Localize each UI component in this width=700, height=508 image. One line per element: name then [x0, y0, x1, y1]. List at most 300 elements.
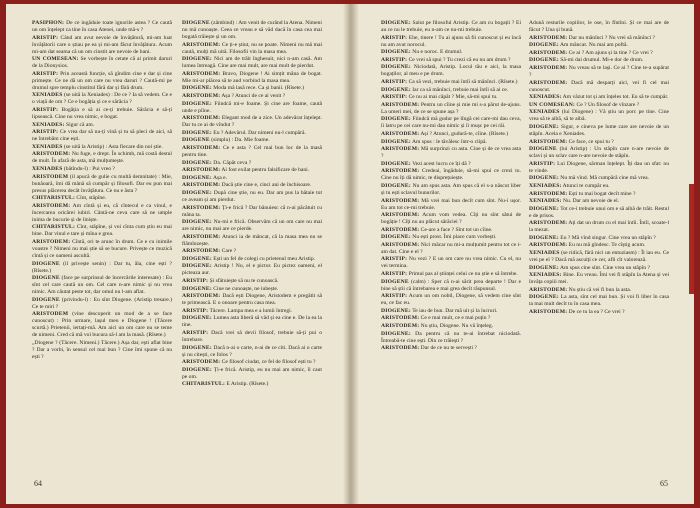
speaker-name: ARISTIP:: [32, 34, 59, 41]
dialogue-line: [529, 294, 669, 308]
speaker-name: DIOGENE:: [182, 174, 212, 181]
speaker-name: ARISTODEM:: [381, 197, 420, 204]
line-text: Ce e asta ? Cel mai bun loc de la masă pentru tine.: [182, 144, 322, 158]
dialogue-line: [381, 139, 521, 146]
line-text: Ce ți-e știut, nu se poate. Nimeni nu mă mai caută, mulți mă uită. Filosofii vin la masa mea.: [182, 41, 322, 55]
line-text: Se vorbește în cetate că ai primit daruri de la Dionysios.: [32, 56, 172, 70]
dialogue-line: [182, 286, 322, 293]
line-text: Nici am de trăit înghesuit, nici n-am casă. Am lumea întreagă. Cine are mai mult, are mai mult de pierdut.: [182, 56, 322, 70]
dialogue-line: [381, 293, 521, 307]
line-text: Adună resturile copiilor, le ose, în fîntîni. Și ce mai are de făcut ? Una și bună.: [529, 20, 669, 33]
speaker-name: XENIADES: [529, 250, 560, 257]
dialogue-line: [381, 242, 521, 256]
dialogue-line: [182, 205, 322, 219]
left-page: [6, 4, 349, 504]
speaker-name: ARISTODEM:: [182, 167, 221, 174]
line-text: Nu fuge, e drept. În schimb, mă costă destul de mult. În afară de asta, mă mulțumește.: [32, 151, 172, 165]
line-text: Pentru un cîine și mie mi s-a părut de-ajuns. La umeri mei, de ce se spune așa ?: [381, 101, 521, 115]
line-text: Mă surprinzi cu asta. Cine și de ce vrea asta ?: [381, 146, 521, 160]
dialogue-line: [381, 227, 521, 234]
line-text: Ești un fel de colegi cu prietenul meu Aristip.: [213, 255, 316, 262]
right-page: [351, 4, 694, 504]
dialogue-line: [381, 57, 521, 64]
speaker-name: DIOGENE:: [182, 315, 212, 322]
line-text: Cîntă, ori te arunc în drum. Ce e cu inimile voastre ? Nimeni nu mai știe să se bucure. Privește ce muzică cîntă și ce oameni ascultă.: [32, 238, 172, 259]
dialogue-line: [32, 203, 172, 224]
line-text: Ați dat un drum cu el mai întîi. Întîi, scoate-l la mezat.: [529, 220, 669, 234]
line-text: Eu nu mă gîndesc. Te cîștig acum.: [568, 242, 646, 249]
line-text: Am văzut tot și am înțeles tot. Eu să te cumpăr.: [562, 94, 669, 101]
line-text: Am cîntă și eu, că cîntecul e ca vinul, e încercarea oricărei iubiri. Cântă-ne ceva care să ne umple inima de bucurie și de liniște.: [32, 202, 172, 223]
line-text: Tot ce-i trebuie unui om e să aibă de trăit. Restul e de prisos.: [529, 205, 669, 219]
line-text: La asta, sînt cel mai bun. Și voi fi liber în casa ta mai mult decît tu în casa mea.: [529, 294, 669, 308]
speaker-name: DIOGENE:: [529, 123, 559, 130]
dialogue-line: [182, 145, 322, 159]
speaker-name: DIOGENE: [182, 20, 210, 26]
speaker-name: ARISTODEM:: [529, 286, 568, 293]
speaker-name: ARISTODEM:: [529, 309, 568, 316]
dialogue-line: [529, 161, 669, 175]
speaker-name: DIOGENE:: [381, 234, 411, 241]
line-text: Care ?: [221, 248, 237, 255]
dialogue-line: [182, 278, 322, 285]
line-text: Atunci ia de mâncat, că la masa mea nu se flămînzește.: [182, 233, 322, 247]
speaker-name: DIOGENE: [32, 296, 60, 303]
dialogue-line: [32, 56, 172, 70]
dialogue-line: [32, 166, 172, 173]
dialogue-line: [32, 340, 172, 361]
line-text: După cine știe, nu eu. Dar am pus la bătaie tot ce aveam și am pierdut.: [182, 189, 322, 203]
dialogue-line: [381, 271, 521, 278]
speaker-name: ARISTODEM:: [182, 115, 221, 122]
dialogue-line: [32, 35, 172, 56]
dialogue-line: [381, 256, 521, 270]
speaker-name: ARISTODEM:: [381, 226, 420, 233]
speaker-name: ARISTODEM:: [381, 315, 420, 322]
dialogue-line: [529, 265, 669, 272]
line-text: Credeai, îngăduie, să-mi spui ce crezi tu. Cine nu îți dă nimic, te disprețuiește.: [381, 168, 521, 182]
speaker-name: XENIADES: [32, 143, 63, 150]
line-text: Dar de ce nu te servești ?: [420, 345, 477, 352]
speaker-name: DIOGENE: [32, 275, 60, 282]
speaker-name: DIOGENE:: [529, 57, 559, 64]
line-text: Fiindcă mi-e foame. Și cine are foame, caută unde e pîine.: [182, 100, 322, 114]
left-page-column-1: [32, 20, 172, 460]
line-text: Ce face, ce spui tu ?: [568, 138, 614, 145]
speaker-name: DIOGENE: [381, 278, 409, 285]
speaker-name: DIOGENE:: [182, 129, 212, 136]
speaker-name: UN COMESEAN:: [529, 101, 576, 108]
line-text: (zâmbind) : Am venit de curând la Atena. Nimeni nu mă cunoaște. Ceea ce vreau e să văd dacă în casa cea mai bogată trăiește și un om.: [182, 20, 322, 40]
speaker-name: XENIADES: [32, 165, 63, 172]
line-text: Am spus cine sînt. Cine vrea un stăpîn ?: [559, 264, 650, 271]
dialogue-line: [381, 79, 521, 86]
dialogue-line: [32, 275, 172, 296]
dialogue-line: [182, 330, 322, 344]
line-text: Te iau de bun. Dar mă uit și la lucruri.: [412, 307, 498, 314]
line-text: Nu știu, Diogene. Nu vă înțeleg.: [420, 323, 494, 330]
dialogue-line: [381, 315, 521, 322]
speaker-name: ARISTODEM:: [529, 138, 568, 145]
dialogue-line: [182, 56, 322, 70]
line-text: Ce filosof ciudat, ce fel de filosof ești tu ?: [221, 359, 316, 366]
line-text: Acum un om nobil, Diogene, să vedem cine sînt eu, ce fac eu.: [381, 293, 521, 307]
line-text: Nu. Dar am nevoie de el.: [562, 198, 620, 205]
dialogue-line: [32, 129, 172, 143]
line-text: Dacă știe cine e, cinci ani de închisoare.: [221, 182, 312, 189]
dialogue-line: [182, 315, 322, 329]
dialogue-line: [381, 35, 521, 49]
dialogue-line: [381, 161, 521, 168]
line-text: Nu ești prost. Îmi place cum vorbești.: [412, 234, 497, 241]
line-text: Cine ne cunoaște, ne iubește.: [213, 285, 279, 292]
line-text: Nu e noroc. E drumul.: [412, 49, 463, 56]
line-text: Am spus : le tăvălesc într-o clipă.: [411, 138, 487, 145]
line-text: Ce e mai mult, ce e mai puțin ?: [420, 315, 491, 322]
speaker-name: ARISTIP:: [381, 94, 408, 101]
line-text: Atunci te cumpăr eu.: [562, 182, 610, 189]
speaker-name: DIOGENE:: [182, 56, 212, 63]
dialogue-line: [182, 256, 322, 263]
dialogue-line: [529, 250, 669, 264]
dialogue-line: [529, 191, 669, 198]
speaker-name: ARISTODEM:: [32, 238, 71, 245]
line-text: Prin această funcție, să gîndim cine e dar și cine primește. Ce ne dă un om care nu vrea daruri ? Caută-mi pe drumul spre templu cinstitul fără dar și fără drum.: [32, 70, 172, 91]
dialogue-line: [182, 293, 322, 307]
speaker-name: ARISTIP:: [381, 293, 408, 300]
speaker-name: ARISTODEM:: [529, 49, 568, 56]
dialogue-line: [32, 144, 172, 151]
speaker-name: XENIADES:: [529, 94, 562, 101]
dialogue-line: [182, 359, 322, 366]
line-text: De ce ingăduie toate ignorile astea ? Ce caută un om înțelept ca tine în casa Atenei, unde mă-s ?: [32, 20, 172, 33]
dialogue-line: [182, 190, 322, 204]
speaker-name: DIOGENE:: [529, 175, 559, 182]
speaker-name: XENIADES: [529, 109, 560, 116]
line-text: Ași ? Atunci, gudură-te, cîine. (Rîsete.): [420, 130, 509, 137]
dialogue-line: [381, 345, 521, 352]
speaker-name: ARISTODEM:: [182, 359, 221, 366]
dialogue-line: [381, 20, 521, 34]
line-text: (face pe surprinsul de încercările interesate) : Eu sînt cel care caută un om. Cel care n-are nimic și nu vrea nimic. Am căutat peste tot, dar omul nu l-am aflat.: [32, 275, 172, 296]
line-text: Am mâncat. Nu mai am poftă.: [559, 42, 628, 49]
dialogue-line: [381, 183, 521, 197]
line-text: Fiindcă mă gudur pe lîngă cei care-mi dau ceva, îi latru pe cei care nu-mi dau nimic și îi mușc pe cei răi.: [381, 116, 521, 130]
speaker-name: ARISTODEM:: [182, 248, 221, 255]
dialogue-line: [32, 92, 172, 106]
line-text: (vine descoperit un mod de a se face cunoscut) : Prin urmare, lașul meu e Diogene ! (Tăcere scurtă.) Prietenii, iertați-mă. Am aici un om care nu se teme de nimeni. Cred că mă voi bucura să-l am la masă. (Rîsete.): [32, 311, 172, 339]
dialogue-line: [529, 183, 669, 190]
line-text: Nici măcar nu mi-a mulțumit pentru tot ce i-am dat. Cine e el ?: [381, 241, 521, 255]
speaker-name: XENIADES:: [529, 182, 562, 189]
line-text: (se uită la Xeniades) : De ce ? Ia să vedem. Ce e o viață de om ? Ce e bogăția și ce e sărăcia ?: [32, 92, 172, 106]
speaker-name: ARISTIP:: [381, 256, 408, 263]
speaker-name: ARISTODEM:: [32, 151, 71, 158]
speaker-name: DIOGENE:: [381, 116, 411, 123]
line-text: Sigur că am.: [65, 121, 95, 128]
dialogue-line: [182, 367, 322, 381]
line-text: Mă vrei mai bun decît cum sînt. Nu-i ușor. Eu am tot ce-mi trebuie.: [381, 197, 521, 211]
speaker-name: DIOGENE:: [381, 86, 411, 93]
line-text: (lui Diogene) : Vă știu un porc pe tine. Cine vrea să te aibă, să te aibă.: [529, 109, 669, 123]
line-text: Primul pas al științei celui ce nu știe e să întrebe.: [408, 271, 518, 278]
line-text: Ce vrea dar să nu-ți vină și tu să pleci de aici, să ne întrebăm cine ești.: [32, 129, 172, 143]
line-text: Când am avut nevoie de învățătură, mi-am luat învățătorii care o știau pe ea și mi-am făcut învățătura. Acum mi-am dat seama că un om cinstit are nevoie de bani.: [32, 34, 172, 55]
speaker-name: ARISTODEM:: [182, 41, 221, 48]
speaker-name: ARISTODEM:: [182, 182, 221, 189]
speaker-name: CHITARISTUL:: [32, 195, 76, 202]
speaker-name: ARISTODEM:: [381, 168, 420, 175]
dialogue-line: [32, 297, 172, 311]
line-text: Nu mă vînd. Mă cumpără cine mă vrea.: [560, 175, 649, 182]
dialogue-line: [381, 168, 521, 182]
speaker-name: ARISTIP:: [381, 271, 408, 278]
dialogue-line: [529, 235, 669, 242]
dialogue-line: [381, 49, 521, 56]
speaker-name: CHITARISTUL:: [32, 224, 76, 231]
dialogue-line: [381, 64, 521, 78]
dialogue-line: [529, 109, 669, 123]
speaker-name: ARISTODEM:: [182, 233, 221, 240]
speaker-name: DIOGENE:: [529, 42, 559, 49]
dialogue-line: [182, 93, 322, 100]
dialogue-line: [529, 57, 669, 64]
line-text: Și sfătuiește să nu te cunoască.: [209, 278, 279, 285]
speaker-name: ARISTODEM:: [381, 323, 420, 330]
dialogue-line: [529, 220, 669, 234]
dialogue-line: [32, 107, 172, 121]
speaker-name: DIOGENE:: [182, 285, 212, 292]
line-text: Dar nu mănînci ? Nu vrei să mănînci ?: [568, 34, 656, 41]
speaker-name: ARISTODEM:: [182, 204, 221, 211]
dialogue-line: [381, 94, 521, 101]
speaker-name: ARISTODEM:: [529, 79, 568, 86]
line-text: (il privește senin) : Dar tu, ăla, cine ești ? (Rîsete.): [32, 260, 172, 274]
speaker-name: ARISTIP:: [32, 129, 59, 136]
line-text: Acum vom vedea. Cîți nu sînt sătui de bogăție ! Cîți nu au plăcut sărăciei ?: [381, 212, 521, 226]
speaker-name: ARISTODEM:: [529, 242, 568, 249]
line-text: Da. Căpăt ceva ?: [213, 159, 252, 166]
dialogue-line: [182, 85, 322, 92]
line-text: Nu am spus asta. Am spus că el s-a născut liber și tu ești sclavul bunurilor.: [381, 182, 521, 196]
speaker-name: DIOGENE: [529, 146, 557, 153]
dialogue-line: [32, 174, 172, 195]
book-spread: [6, 4, 694, 504]
dialogue-line: [182, 175, 322, 182]
line-text: Cînt, stăpîne.: [76, 195, 107, 202]
speaker-name: DIOGENE:: [182, 255, 212, 262]
left-page-column-2: [182, 20, 322, 460]
line-text: Dacă mă desparți aici, vei fi cel mai cunoscut.: [529, 79, 669, 93]
dialogue-line: [182, 137, 322, 144]
line-text: Ehe, tinere ! Tu ai ajuns să fii cunoscut și eu încă nu am avut norocul.: [381, 34, 521, 48]
line-text: Bogăția e să ai ce-ți trebuie. Sărăcia e să-ți lipsească. Cine nu vrea nimic, e bogat.: [32, 106, 172, 120]
line-text: Da pentru că nu te-ai întrebat niciodată. Întreabă-te cine ești. Din ce trăiești ?: [381, 330, 521, 344]
dialogue-line: [182, 182, 322, 189]
speaker-name: CHITARISTUL:: [182, 381, 226, 388]
line-text: Sigur, e cineva pe lume care are nevoie de un stăpîn. Acela e Xeniades.: [529, 123, 669, 137]
speaker-name: ARISTIP:: [381, 56, 408, 63]
speaker-name: ARISTIP:: [381, 78, 408, 85]
line-text: (se uită la Aristip) : Asta fiecare din noi știe.: [63, 143, 163, 150]
dialogue-line: [182, 20, 322, 41]
speaker-name: XENIADES: [32, 92, 63, 99]
dialogue-line: [381, 146, 521, 160]
line-text: Moda mă lasă rece. Ca și banii. (Rîsete.): [213, 85, 305, 92]
speaker-name: ARISTODEM: [32, 173, 69, 180]
speaker-name: ARISTODEM:: [529, 220, 568, 227]
line-text: Să-mi dai drumul. Mi-e dor de drum.: [560, 57, 644, 64]
dialogue-line: [381, 131, 521, 138]
speaker-name: ARISTIP:: [381, 34, 408, 41]
speaker-name: DIOGENE:: [381, 138, 411, 145]
dialogue-line: [381, 279, 521, 293]
speaker-name: ARISTODEM:: [32, 202, 71, 209]
line-text: Nu vezi ? E un om care nu vrea nimic. Cu el, nu vei termina.: [381, 256, 521, 270]
speaker-name: DIOGENE:: [381, 182, 411, 189]
line-text: Eu ? Adevărul. Dar nimeni nu-l cumpără.: [213, 129, 306, 136]
dialogue-line: [529, 206, 669, 220]
speaker-name: DIOGENE:: [381, 330, 411, 337]
dialogue-line: [182, 345, 322, 359]
speaker-name: DIOGENE: [32, 260, 60, 267]
speaker-name: DIOGENE:: [529, 264, 559, 271]
dialogue-line: [32, 261, 172, 275]
dialogue-line: [529, 20, 669, 34]
line-text: (calm) : Sper că n-ai sărit prea departe ! Dar e bine să știi că întrebarea e mai grea decît răspunsul.: [381, 278, 521, 292]
speaker-name: DIOGENE: [182, 137, 210, 144]
dialogue-line: [182, 263, 322, 277]
speaker-name: DIOGENE:: [381, 20, 411, 26]
line-text: Ce-are a face ? Sînt tot un cîine.: [420, 226, 493, 233]
speaker-name: ARISTODEM:: [182, 293, 221, 300]
speaker-name: XENIADES:: [32, 121, 65, 128]
dialogue-line: [381, 87, 521, 94]
dialogue-line: [32, 239, 172, 260]
speaker-name: ARISTODEM:: [182, 92, 221, 99]
speaker-name: ARISTODEM:: [381, 146, 420, 153]
speaker-name: ARISTODEM:: [182, 70, 221, 77]
line-text: Nu știu că vei fi bun la asta.: [568, 286, 632, 293]
dialogue-line: [182, 115, 322, 129]
speaker-name: DIOGENE:: [182, 344, 212, 351]
line-text: De ce tu la ea ? Ce vrei ?: [568, 309, 625, 316]
dialogue-line: [182, 234, 322, 248]
dialogue-line: [529, 124, 669, 138]
dialogue-line: [182, 219, 322, 233]
dialogue-line: [381, 212, 521, 226]
dialogue-line: [529, 287, 669, 294]
line-text: Eu ? Mă vînd singur. Cine vrea un stăpîn ?: [560, 234, 656, 241]
dialogue-line: [32, 311, 172, 339]
line-text: Aristip ! Nu, el e pictor. Eu pictez oameni, el picteaza aur.: [182, 263, 322, 277]
speaker-name: DIOGENE:: [182, 159, 212, 166]
dialogue-line: [182, 308, 322, 315]
speaker-name: ARISTODEM:: [381, 130, 420, 137]
dialogue-line: [32, 195, 172, 202]
dialogue-line: [32, 122, 172, 129]
speaker-name: DIOGENE:: [182, 189, 212, 196]
dialogue-line: [381, 116, 521, 130]
speaker-name: ARISTIP:: [182, 307, 209, 314]
speaker-name: DIOGENE:: [381, 307, 411, 314]
speaker-name: ARISTIP:: [182, 330, 209, 337]
dialogue-line: [529, 94, 669, 101]
dialogue-line: [529, 35, 669, 42]
line-text: Ce nu ai mai căpăt ? Mie, să-mi spui tu.: [408, 94, 498, 101]
line-text: Așa ? Atunci de ce ai venit ?: [221, 92, 286, 99]
speaker-name: ARISTODEM:: [529, 64, 568, 71]
speaker-name: ARISTIP:: [182, 278, 209, 285]
speaker-name: DIOGENE:: [529, 205, 559, 212]
line-text: „Diogene ? (Tăcere. Nimeni.) Tăcere.) Așa dar, ești aflat bine ? Dar a vorbi, în sensul cel mai bun ? Cine îmi spune că nu ești ?: [32, 339, 172, 360]
dialogue-line: [182, 248, 322, 255]
line-text: Bine. Eu vreau. Îmi vei fi stăpîn la Atena și vei învăța copiii mei.: [529, 272, 669, 286]
page-edge-marker: [689, 184, 694, 294]
speaker-name: ARISTODEM:: [529, 190, 568, 197]
line-text: Ai fost exilat pentru falsificare de bani.: [221, 167, 310, 174]
dialogue-line: [32, 151, 172, 165]
dialogue-line: [381, 331, 521, 345]
dialogue-line: [381, 308, 521, 315]
dialogue-line: [381, 198, 521, 212]
page-number-right: 65: [660, 479, 668, 488]
dialogue-line: [529, 80, 669, 94]
line-text: Lui Diogene, sărman înțelept. Îți dau un sfat: nu te vinde.: [529, 160, 669, 174]
dialogue-line: [529, 102, 669, 109]
dialogue-line: [182, 167, 322, 174]
line-text: Ți-e frică. Aristip, eu nu mai am nimic, îl caut pe om.: [182, 366, 322, 380]
line-text: Nu-mi e frică. Observăm că un om care nu mai are nimic, nu mai are ce pierde.: [182, 219, 322, 233]
line-text: (se ridică, fără nici un entuziasm) : Îl iau eu. Ce vrei pe el ? Dacă mă asculți ce cer, afli cît valorează.: [529, 250, 669, 264]
line-text: Nu vreau să te lași. Ce ai ? Cine te-a supărat ?: [529, 64, 669, 78]
line-text: Așa e.: [212, 174, 227, 181]
dialogue-line: [32, 71, 172, 92]
line-text: Ce ? Un filosof de vînzare ?: [576, 101, 640, 108]
line-text: Tăcere. Lampa mea e a lumii întregi.: [209, 307, 293, 314]
speaker-name: ARISTODEM:: [381, 241, 420, 248]
line-text: Dacă vrei să devii filosof, trebuie să-ți pui o întrebare.: [182, 330, 322, 344]
line-text: Iar ca să mănînci, trebuie mai întîi să ai ce.: [412, 86, 509, 93]
right-page-column-2: [529, 20, 669, 460]
speaker-name: ARISTODEM:: [182, 144, 221, 151]
line-text: (privindu-l) : Eu sînt Diogene. (Aristip tresare.) Ce te miri ?: [32, 296, 172, 310]
dialogue-line: [32, 20, 172, 34]
line-text: Vezi acest lucru ce îți dă ?: [412, 160, 471, 167]
dialogue-line: [182, 101, 322, 115]
line-text: Elegant mod de a zice. Un adevărat înțelept. Dar tu ce ai de vîndut ?: [182, 115, 322, 129]
speaker-name: DIOGENE:: [182, 85, 212, 92]
dialogue-line: [182, 160, 322, 167]
dialogue-line: [182, 381, 322, 388]
line-text: Cînt, stăpîne, și voi cînta cum știu eu mai bine. Dar vinul e tare și mîna e grea.: [32, 224, 172, 238]
dialogue-line: [381, 234, 521, 241]
line-text: (simplu) : Da. Mie foame.: [211, 137, 270, 144]
speaker-name: ARISTIP:: [529, 160, 556, 167]
speaker-name: XENIADES:: [529, 198, 562, 205]
speaker-name: DIOGENE:: [381, 64, 411, 71]
speaker-name: UN COMESEAN:: [32, 56, 79, 63]
speaker-name: DIOGENE:: [529, 294, 559, 301]
speaker-name: ARISTODEM:: [381, 101, 420, 108]
speaker-name: ARISTIP:: [32, 106, 59, 113]
line-text: (bătîndu-l) : Pui vreo ?: [63, 165, 115, 172]
line-text: Ce vrei să spui ? Tu crezi că eu nu am drum ?: [408, 56, 511, 63]
speaker-name: ARISTODEM: [32, 311, 69, 318]
line-text: Ești tu mai bogat decît mine ?: [568, 190, 636, 197]
line-text: Niciodată, Aristip. Locul tău e aici, la masa bogaților, al meu e pe drum.: [381, 64, 521, 78]
dialogue-line: [529, 42, 669, 49]
